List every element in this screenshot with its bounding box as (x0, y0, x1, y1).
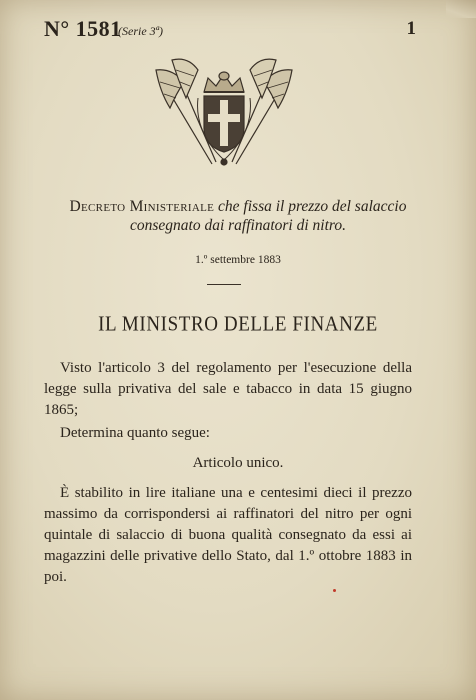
minister-heading: IL MINISTRO DELLE FINANZE (98, 312, 378, 337)
ink-speck (333, 589, 336, 592)
decree-title (30, 197, 446, 235)
series-label: (Serie 3ª) (118, 24, 163, 38)
article-paragraph: È stabilito in lire italiane una e centesimi dieci il prezzo massimo da corrispondersi ai raffinatori del nitro per ogni quintale di salaccio di buona qualità consegnato da essi ai magazzini delle privative dello Stato, dal 1.º ottobre 1883 in poi. (44, 485, 412, 585)
decree-date: 1.º settembre 1883 (195, 254, 281, 266)
determina-line: Determina quanto segue: (60, 425, 210, 441)
divider-rule (207, 284, 241, 285)
page-number: 1 (406, 18, 416, 39)
title-rest: che fissa il prezzo del salaccio (218, 198, 407, 215)
preamble-paragraph: Visto l'articolo 3 del regolamento per l'esecuzione della legge sulla privativa del sale e tabacco in data 15 giugno 1865; (44, 360, 412, 418)
title-line-2: consegnato dai raffinatori di nitro. (129, 217, 346, 234)
page-header (44, 16, 416, 46)
savoy-coat-of-arms-icon (146, 52, 302, 176)
torn-corner (446, 0, 476, 18)
title-lead: Decreto Ministeriale (69, 198, 215, 215)
decree-number: N° 1581 (44, 16, 122, 41)
article-heading: Articolo unico. (192, 455, 284, 471)
